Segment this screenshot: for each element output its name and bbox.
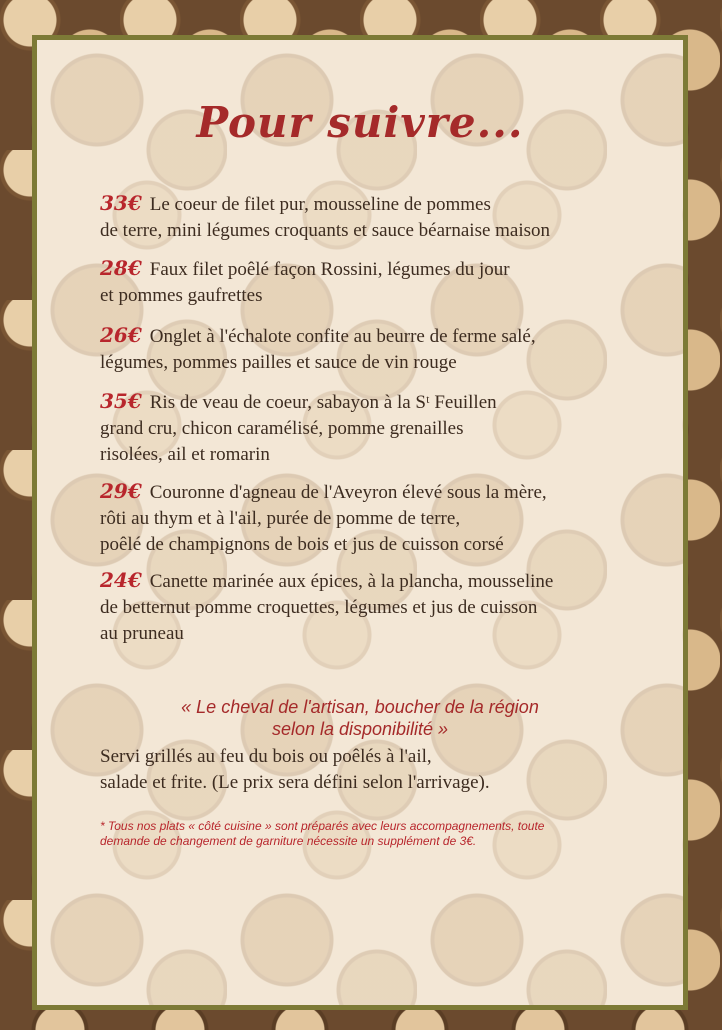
menu-item [100, 478, 660, 558]
page-title: Pour suivre... [196, 98, 524, 147]
menu-item-price: 29€ [100, 479, 142, 503]
menu-item [100, 255, 660, 309]
menu-item-description: au pruneau [100, 623, 184, 644]
menu-item-description: et pommes gaufrettes [100, 285, 263, 306]
menu-item-price: 24€ [100, 568, 142, 592]
menu-item [100, 322, 660, 376]
menu-item-description: Couronne d'agneau de l'Aveyron élevé sous la mère, [149, 482, 547, 503]
menu-item [100, 567, 660, 647]
menu-page [32, 35, 688, 1010]
menu-item-price: 33€ [100, 191, 142, 215]
menu-item-description: légumes, pommes pailles et sauce de vin rouge [100, 352, 457, 373]
menu-item-description: grand cru, chicon caramélisé, pomme grenailles [100, 418, 464, 439]
menu-item-description: risolées, ail et romarin [100, 444, 270, 465]
menu-item-description: Le coeur de filet pur, mousseline de pommes [149, 194, 491, 215]
menu-item [100, 388, 660, 468]
menu-item-description: de betternut pomme croquettes, légumes et jus de cuisson [100, 597, 538, 618]
menu-item-description: Onglet à l'échalote confite au beurre de ferme salé, [149, 326, 536, 347]
menu-item-description: Ris de veau de coeur, sabayon à la Sᵗ Feuillen [149, 392, 497, 413]
special-offer-title: « Le cheval de l'artisan, boucher de la région selon la disponibilité » [181, 697, 539, 739]
menu-item-price: 28€ [100, 256, 142, 280]
special-offer-description: Servi grillés au feu du bois ou poêlés à l'ail, salade et frite. (Le prix sera défini selon l'arrivage). [100, 746, 490, 793]
footnote: * Tous nos plats « côté cuisine » sont préparés avec leurs accompagnements, toute demande de changement de garniture nécessite un supplément de 3€. [100, 819, 545, 848]
menu-item-description: Canette marinée aux épices, à la plancha, mousseline [149, 571, 554, 592]
menu-item-description: poêlé de champignons de bois et jus de cuisson corsé [100, 534, 504, 555]
menu-item [100, 190, 660, 244]
menu-item-description: Faux filet poêlé façon Rossini, légumes du jour [149, 259, 510, 280]
menu-item-price: 35€ [100, 389, 142, 413]
menu-item-description: rôti au thym et à l'ail, purée de pomme de terre, [100, 508, 461, 529]
menu-item-description: de terre, mini légumes croquants et sauce béarnaise maison [100, 220, 551, 241]
menu-item-price: 26€ [100, 323, 142, 347]
